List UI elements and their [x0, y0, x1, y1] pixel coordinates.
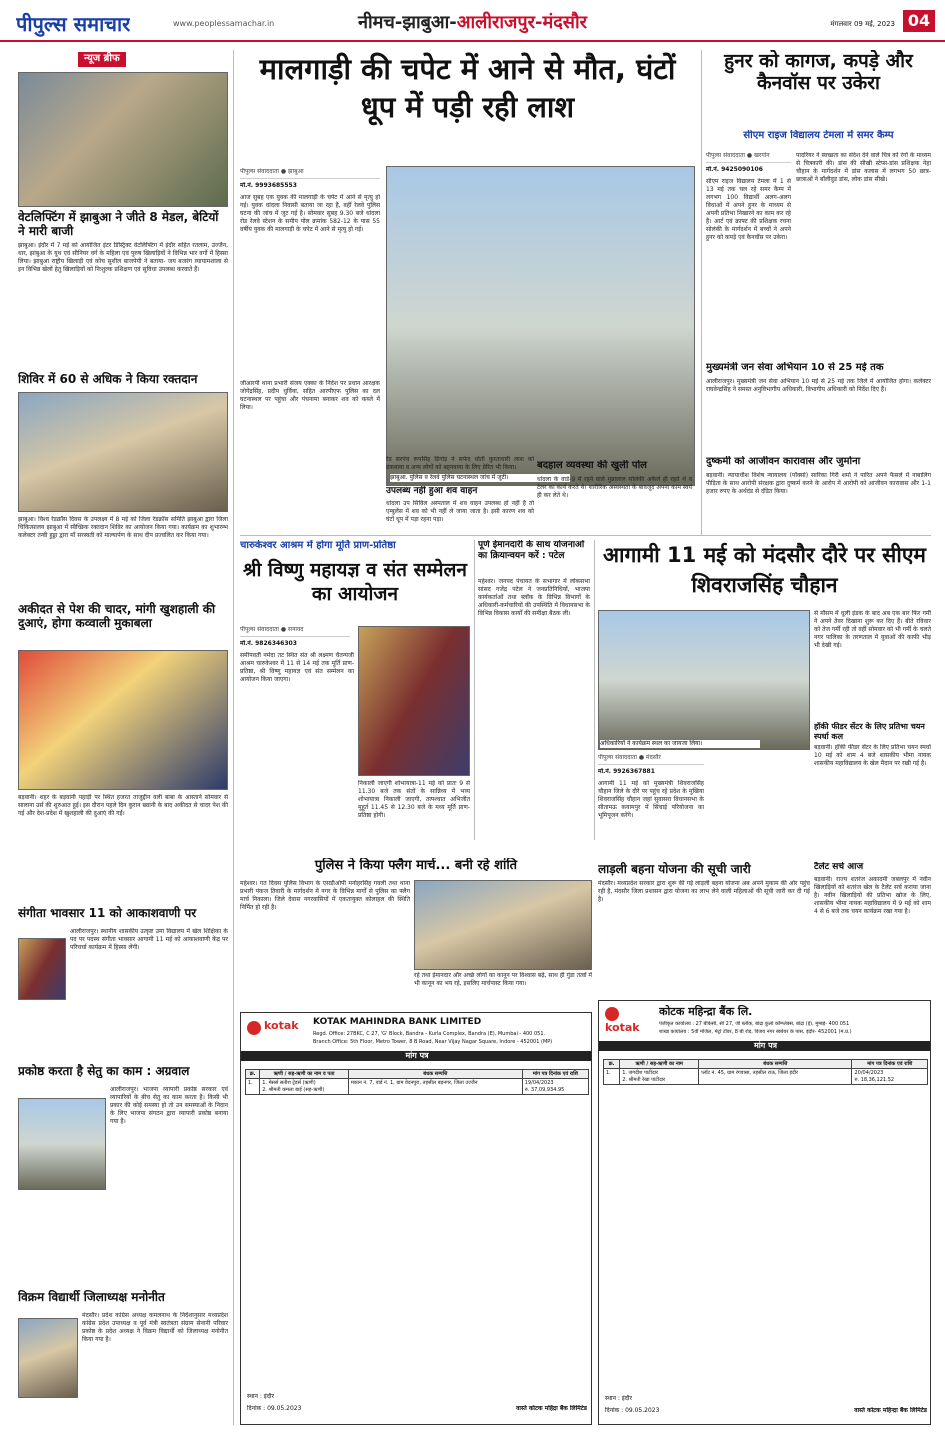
- masthead-logo[interactable]: पीपुल्स समाचार: [16, 12, 131, 36]
- cm-story: [598, 540, 931, 860]
- hunar-body: सीएम राइज विद्यालय टेमला में 1 से 13 मई तक चल रहे समर कैम्प में लगभग 100 विद्यार्थी अलग-अलग विधाओं में अपने हुनर के माध्यम से अपनी प्रतिभा निखारने का काम कर रहे हैं। आर्ट एवं क्राफ्ट की प्रशिक्षक रचना सोलंकी के मार्गदर्शन में बच्चों ने अपने हुनर को कपड़े एवं कैनवॉस पर उकेरा।: [706, 178, 791, 241]
- kotak-hindi-col-sno: क्र.: [604, 1060, 620, 1069]
- kotak-hindi-col-demand: मांग पत्र दिनांक एवं राशि: [852, 1060, 928, 1069]
- hunar-subhead: सीएम राइज विद्यालय टेमला में समर कैम्प: [743, 130, 894, 141]
- mahayagya-story: [240, 540, 470, 840]
- police-photo: [414, 880, 592, 970]
- vikram-headline: विक्रम विद्यार्थी जिलाध्यक्ष मनोनीत: [18, 1290, 165, 1304]
- kotak-hindi-regd: पंजीकृत कार्यालय : 27 बीकेसी, सी 27, जी ब्लॉक, बांद्रा कुर्ला कॉम्प्लेक्स, बांद्रा (ई), मुम्बई- 400 051: [659, 1021, 850, 1027]
- kotak-col-demand: मांग पत्र दिनांक एवं राशि: [522, 1070, 588, 1079]
- kotak-hindi-row-property: प्लॉट नं. 45, ग्राम रंगवासा, तहसील राऊ, जिला इंदौर: [699, 1069, 852, 1085]
- kotak-col-sno: क्र.: [246, 1070, 260, 1079]
- column-rule-2: [701, 50, 702, 535]
- kotak-hindi-row-demand: 20/04/2023 रु. 18,36,121.52: [852, 1069, 928, 1085]
- column-rule-4: [594, 540, 595, 840]
- lead-byline: पीपुल्स संवाददाता ● झाबुआ: [240, 168, 380, 179]
- vikram-photo: [18, 1318, 78, 1398]
- kotak-col-property: बंधक सम्पत्ति: [348, 1070, 522, 1079]
- cm-byline: पीपुल्स संवाददाता ● मंदसौर: [598, 754, 704, 765]
- talent-headline: टैलेंट सर्च आज: [814, 862, 864, 872]
- blood-donation-headline: शिविर में 60 से अधिक ने किया रक्तदान: [18, 372, 198, 386]
- sangeeta-photo: [18, 938, 66, 1000]
- kotak-hindi-col-borrower: ऋणी / सह-ऋणी का नाम: [620, 1060, 699, 1069]
- edition-title: [0, 0, 945, 35]
- sangeeta-body: आलीराजपुर। स्थानीय शासकीय उत्कृष्ट उमा विद्यालय में खेल शिक्षिका के पद पर पदस्थ संगीता भावसार आगामी 11 मई को आकाशवाणी केंद्र पर परिचर्चा कार्यक्रम में हिस्सा लेंगी।: [70, 928, 228, 951]
- kotak-place: स्थान : इंदौर: [247, 1393, 274, 1400]
- kotak-hindi-title: कोटक महिन्द्रा बैंक लि.: [659, 1005, 753, 1018]
- cm-caption: अधिकारियों ने कार्यक्रम स्थल का जायजा लिया।: [600, 740, 760, 748]
- kotak-logo-mark-icon: [605, 1007, 619, 1021]
- kotak-branch-office: Branch Office: 5th Floor, Metro Tower, 8 B Road, Near Vijay Nagar Square, Indore - 452001 (MP): [313, 1039, 553, 1045]
- dushkarm-body: बड़वानी। न्यायाधीश विशेष न्यायालय (पॉक्सो) सारिका गिरी शर्मा ने पारित अपने फैसले में नाबालिग पीड़िता के साथ आरोपी संरक्षक द्वारा दुष्कर्म करने के आरोप में आरोपी को आजीवन कारावास और 1-1 हजार रुपए के अर्थदंड से दंडित किया।: [706, 472, 931, 495]
- column-rule-1: [233, 50, 234, 1425]
- cm-body-b: से मौसम में धूली इंडक के बाद अब एक बार फिर गर्मी ने अपने तेवर दिखाना शुरू कर दिए हैं। बीते रविवार को तेज गर्मी रही तो वहीं सोमवार को भी गर्मी के चलते नगर पालिका के तरणताल में युवाओं की काफी भीड़ भी देखी गई।: [814, 610, 931, 649]
- prakoshth-headline: प्रकोष्ठ करता है सेतु का काम : अग्रवाल: [18, 1064, 190, 1078]
- mahayagya-photo: [358, 626, 470, 776]
- lead-body-4: धांदला उप सिविल अस्पताल में शव वाहन उपलब्ध हो नहीं है तो एम्बुलेंस में शव को भी नहीं ले जाया जाता है। इसी कारण शव को घंटों धूप में पड़ा रहना पड़ा।: [386, 500, 534, 523]
- cm-mobile: मो.नं. 9926367881: [598, 768, 655, 775]
- hockey-headline: हॉकी फीडर सेंटर के लिए प्रतिभा चयन स्पर्धा कल: [814, 722, 925, 741]
- mahayagya-body-2: निकाली जाएगी शोभायात्रा-11 मई को प्रातः 9 से 11.30 बजे तक संतों के सान्निध्य में भव्य शोभायात्रा निकाली जाएगी, तत्पश्चात अभिजीत मुहूर्त 11.45 से 12.30 बजे के मध्य मूर्ति प्राण-प्रतिष्ठा होगी।: [358, 780, 470, 819]
- column-rule-3: [474, 540, 475, 840]
- edition-title-a: नीमच-झाबुआ-: [358, 12, 457, 33]
- kotak-hindi-place: स्थान : इंदौर: [605, 1395, 632, 1402]
- kotak-logo-1: [247, 1019, 307, 1035]
- patel-headline: पूर्ण ईमानदारी के साथ योजनाओं का क्रियान्वयन करें : पटेल: [478, 540, 585, 561]
- chadar-photo: [18, 650, 228, 790]
- kotak-row-demand: 19/04/2023 रु. 37,09,934.95: [522, 1079, 588, 1095]
- talent-body: बड़वानी। राज्य शतरंज अकादमी जबलपुर में नवीन खिलाड़ियों को शतरंज खेल के टैलेंट सर्च कराया जाना है। नवीन खिलाड़ियों की प्रतिभा खोज के लिए, शासकीय भीमा नायक महाविद्यालय में 9 मई को शाम 4 से 6 बजे तक चयन कार्यक्रम रखा गया है।: [814, 876, 931, 915]
- mahayagya-mobile: मो.नं. 9826346303: [240, 640, 297, 647]
- police-body: महेश्वर। गत दिवस पुलिस विभाग के एसडीओपी मनोहरसिंह गवली तथा थाना प्रभारी पंकज तिवारी के मार्गदर्शन में नगर के विभिन्न मार्गों से पुलिस का फ्लैग मार्च निकाला। जिले देवास नगरवासियों में एकतायुक्त कोलाहल की स्थिति निर्मित हो रही है।: [240, 880, 410, 911]
- hunar-body-b: पादरियर ने स्वच्छता का संदेश देने वाले चित्र को रंगों के माध्यम से चित्रकारी की। डांस की सीखी स्टेप्स-डांस प्रशिक्षक नेहा चौहान के मार्गदर्शन में डांस कलास में लगभग 50 छात्र-छात्राओं ने बॉलीवुड डांस, लोक डांस सीखे।: [796, 152, 931, 183]
- edition-title-b: आलीराजपुर-मंदसौर: [456, 12, 587, 33]
- chadar-headline: अकीदत से पेश की चादर, मांगी खुशहाली की दुआएं, होगा कव्वाली मुकाबला: [18, 602, 216, 630]
- kotak-date: दिनांक : 09.05.2023: [247, 1405, 302, 1412]
- kotak-hindi-row-borrower: 1. जगदीश पाटीदार 2. श्रीमती रेखा पाटीदार: [620, 1069, 699, 1085]
- weightlifting-photo: [18, 72, 228, 207]
- kotak-demand-table: [245, 1069, 589, 1095]
- kotak-row-property: मकान नं. 7, वार्ड नं. 1, ग्राम वेदनपुरा, तहसील बड़नगर, जिला उज्जैन: [348, 1079, 522, 1095]
- kotak-logo-mark-icon: [247, 1021, 261, 1035]
- hunar-headline: हुनर को कागज, कपड़े और कैनवॉस पर उकेरा: [724, 50, 913, 94]
- mahayagya-body: समीपवर्ती नर्मदा तट स्थित संत श्री लक्ष्मण चैतन्यजी आश्रम चारुकेश्वर में 11 से 14 मई तक मूर्ति प्राण-प्रतिष्ठा, श्री विष्णु महायज्ञ एवं संत सम्मेलन का आयोजन किया जाएगा।: [240, 652, 354, 683]
- chadar-body: बड़वानी। शहर के बड़वानी पहाड़ी पर स्थित हजरत ताजुद्दीन वली बाबा के आस्ताने सोमवार से सालाना उर्स की शुरुआत हुई। इस दौरान पहले दिन कुरान ख्वानी के बाद अकीदत से चादर पेश की गई और देश-प्रदेश में खुशहाली की दुआएं की गईं।: [18, 794, 228, 817]
- ladli-body: मंदसौर। मध्यप्रदेश सरकार द्वारा शुरू की गई लाड़ली बहना योजना अब अपने मुकाम की ओर पहुंच रही है, मंदसौर जिला प्रशासन द्वारा योजना का लाभ लेने वाली महिलाओं की सूची जारी कर दी गई है।: [598, 880, 810, 903]
- kotak-brand: kotak: [605, 1021, 640, 1034]
- patel-body: महेश्वर। जनपद पंचायत के सभागार में लोकसभा सांसद गजेंद्र पटेल ने जनप्रतिनिधियों, भाजपा कार्यकर्ताओं तथा ब्लॉक के विभिन्न विभागों के अधिकारी-कर्मचारियों की उपस्थिति में विधानसभा के विभिन्न विकास कार्यों की समीक्षा बैठक ली।: [478, 578, 590, 617]
- sangeeta-headline: संगीता भावसार 11 को आकाशवाणी पर: [18, 906, 197, 920]
- lead-body-3: रेड सरपंच रूपसिंह डिंगोड़ ने सफेद धोती कुरताधारी लाश को ढंकवाया व अन्य लोगों को बहनवाया के लिए प्रेरित भी किया।: [386, 456, 534, 471]
- cm-body: आगामी 11 मई को मुख्यमंत्री शिवराजसिंह चौहान जिले के दौरे पर पहुंच रहे प्रदेश के मुखिया शिवराजसिंह चौहान जहां सुवासरा विधानसभा के सीतामऊ कयामपुर में सिंचाई परियोजना का भूमिपूजन करेंगे।: [598, 780, 704, 819]
- mahayagya-byline: पीपुल्स संवाददाता ● सनावद: [240, 626, 350, 637]
- kotak-ad-english: [240, 1012, 592, 1425]
- dushkarm-headline: दुष्कर्मी को आजीवन कारावास और जुर्माना: [706, 456, 861, 467]
- section-rule: [240, 535, 931, 536]
- lead-headline: मालगाड़ी की चपेट में आने से मौत, घंटों धूप में पड़ी रही लाश: [259, 52, 676, 124]
- kotak-hindi-table-header: [604, 1060, 928, 1069]
- lead-body-2: जीआरपी थाना प्रभारी संजय एक्का के निर्देश पर प्रधान आरक्षक जोगेंद्रसिंह, प्रदीप धुर्विया, सहित आरपीएफ पुलिस का दल घटनास्थल पर पहुंचा और पंचनामा बनाकर शव को कब्जे में लिया।: [240, 380, 380, 411]
- kotak-hindi-date: दिनांक : 09.05.2023: [605, 1407, 660, 1414]
- kotak-hindi-branch: शाखा कार्यालय : 5वीं मंजिल, मेट्रो टॉवर, 8 बी रोड, विजय नगर स्क्वेयर के पास, इंदौर- 452001 (म.प्र.): [659, 1029, 852, 1035]
- lead-body-5: धांदला के वार्ड-9 में रहने वाले मुन्नालाल सोलंकी अकेले ही रहते थे व टेलर का कार्य करते थे। शारीरिक अस्वस्थता के बावजूद अपना काम स्वयं ही कर लेते थे।: [537, 476, 692, 499]
- police-headline: पुलिस ने किया फ्लैग मार्च... बनी रहे शांति: [314, 858, 518, 873]
- lead-photo: [386, 166, 695, 486]
- jansewa-headline: मुख्यमंत्री जन सेवा अभियान 10 से 25 मई तक: [706, 362, 884, 373]
- prakoshth-body: आलीराजपुर। भाजपा व्यापारी प्रकोष्ठ सरकार एवं व्यापारियों के बीच सेतु का काम करता है। किसी भी प्रकार की कोई समस्या हो तो उन समस्याओं के निदान के लिए भाजपा संगठन द्वारा व्यापारी प्रकोष्ठ बनाया गया है।: [110, 1086, 228, 1125]
- lead-body-1: आज सुबह एक युवक की मालगाड़ी के चपेट में आने से मृत्यु हो गई। युवक धांदला निवासी बताया जा रहा है, वहीं रेलवे पुलिस घटना की जांच में जुट गई है। सोमवार सुबह 9.30 बजे धांदला रोड रेलवे स्टेशन के समीप पोल क्रमांक 582-12 के पास 55 वर्षीय युवक की मालगाड़ी के चपेट में आने से मृत्यु हो गई।: [240, 194, 380, 233]
- kotak-signature: वास्ते कोटक महिंद्रा बैंक लिमिटेड: [516, 1405, 587, 1412]
- cm-photo: [598, 610, 810, 750]
- hunar-byline: पीपुल्स संवाददाता ● खरगोन: [706, 152, 791, 163]
- weightlifting-body: झाबुआ। इंदौर में 7 मई को आयोजित इंटर डिस्ट्रिक्ट वेटलिफ्टिंग में इंदौर सहित रतलाम, उज्जैन, धार, झाबुआ के यूथ एवं सीनियर वर्ग के महिला एवं पुरुष खिलाड़ियों ने विभिन्न भार वर्गो में हिस्सा लिया। झाबुआ राष्ट्रीय खिलाड़ी एवं कोच सुशील बाजपेयी ने बताया- जय बजरंग व्यायामशाला से इन विभिन्न खेलों हेतु खिलाड़ियों को निःशुल्क प्रशिक्षण एवं सुविधा उपलब्ध करवाते हैं।: [18, 242, 228, 273]
- lead-subhead-1: उपलब्ध नहीं हुआ शव वाहन: [386, 486, 478, 496]
- cm-headline: आगामी 11 मई को मंदसौर दौरे पर सीएम शिवराजसिंह चौहान: [603, 543, 926, 597]
- page-number: 04: [903, 10, 935, 32]
- prakoshth-photo: [18, 1098, 106, 1190]
- kotak-ad-title: KOTAK MAHINDRA BANK LIMITED: [313, 1017, 482, 1027]
- masthead-date: मंगलवार 09 मई, 2023: [830, 20, 895, 28]
- lead-caption: झाबुआ. पुलिस व रेलवे पुलिस घटनास्थल जांच में जुटी।: [390, 474, 570, 482]
- news-brief-label: न्यूज ब्रीफ: [78, 52, 126, 67]
- hockey-body: बड़वानी। हॉकी फीडर सेंटर के लिए प्रतिभा चयन स्पर्धा 10 मई को शाम 4 बजे शासकीय भीमा नायक शासकीय महाविद्यालय के खेल मैदान पर रखी गई है।: [814, 744, 931, 767]
- vikram-body: मंदसौर। प्रदेश कांग्रेस अध्यक्ष कमलनाथ के निर्देशानुसार मध्यप्रदेश कांग्रेस प्रदेश उपाध्यक्ष व पूर्व मंत्री स्वतंत्रता संग्राम सेनानी परिवार प्रकोष्ठ के प्रदेश अध्यक्ष ने विक्रम विद्यार्थी को जिलाध्यक्ष मनोनीत किया गया है।: [82, 1312, 228, 1343]
- talent-story: [814, 862, 931, 982]
- kotak-hindi-notice: मांग पत्र: [599, 1041, 931, 1051]
- jansewa-body: आलीराजपुर। मुख्यमंत्री जन सेवा अभियान 10 मई से 25 मई तक जिले में आयोजित होगा। कलेक्टर राघवेन्द्रसिंह ने समस्त अनुविभागीय अधिकारी, विभागीय अधिकारी को निर्देश दिए हैं।: [706, 378, 931, 393]
- blood-donation-body: झाबुआ। विश्व रेडक्रॉस दिवस के उपलक्ष्य में 8 मई को जिला रेडक्रॉस समिति झाबुआ द्वारा जिला चिकित्सालय झाबुआ में स्वैच्छिक रक्तदान शिविर का आयोजन किया गया। कार्यक्रम का शुभारम्भ कलेक्टर तन्वी हुड्डा द्वारा माँ सरस्वती को माल्यार्पण के साथ दीप प्रज्वलित कर किया गया।: [18, 516, 228, 539]
- blood-donation-photo: [18, 392, 228, 512]
- kotak-table-header: [246, 1070, 589, 1079]
- weightlifting-headline: वेटलिफ्टिंग में झाबुआ ने जीते 8 मेडल, बेटियों ने मारी बाजी: [18, 210, 219, 238]
- police-story: [240, 858, 592, 1003]
- table-row: [246, 1079, 589, 1095]
- right-top-story: [706, 50, 931, 535]
- mahayagya-headline: श्री विष्णु महायज्ञ व संत सम्मेलन का आयोजन: [243, 559, 467, 605]
- kotak-hindi-signature: वास्ते कोटक महिन्द्रा बैंक लिमिटेड: [854, 1407, 927, 1414]
- kotak-regd-office: Regd. Office: 27BKC, C 27, 'G' Block, Bandra - Kurla Complex, Bandra (E), Mumbai - 400 051.: [313, 1031, 546, 1037]
- kotak-logo-2: [605, 1007, 655, 1035]
- kotak-notice-label: मांग पत्र: [241, 1051, 592, 1061]
- table-row: [604, 1069, 928, 1085]
- patel-story: [478, 540, 590, 840]
- kotak-row-sno: 1.: [246, 1079, 260, 1095]
- kotak-hindi-row-sno: 1.: [604, 1069, 620, 1085]
- left-column: [18, 50, 228, 1425]
- kotak-hindi-col-property: बंधक सम्पत्ति: [699, 1060, 852, 1069]
- lead-story: [240, 50, 695, 520]
- ladli-story: [598, 862, 810, 972]
- kotak-brand: kotak: [264, 1019, 299, 1032]
- masthead-site[interactable]: www.peoplessamachar.in: [173, 19, 275, 28]
- mahayagya-kicker: चारुकेश्वर आश्रम में होगा मूर्ति प्राण-प्रतिष्ठा: [240, 540, 396, 551]
- masthead: [0, 0, 945, 42]
- lead-mobile: मो.नं. 9993685553: [240, 182, 297, 189]
- lead-subhead-2: बदहाल व्यवस्था की खुली पोल: [537, 460, 647, 471]
- kotak-row-borrower: 1. मेसर्स सतीश ट्रेडर्स (ऋणी) 2. श्रीमती कमला बाई (सह-ऋणी): [260, 1079, 349, 1095]
- hunar-mobile: मो.नं. 9425090106: [706, 166, 763, 173]
- ladli-headline: लाड़ली बहना योजना की सूची जारी: [598, 862, 751, 876]
- kotak-ad-hindi: [598, 1000, 931, 1425]
- kotak-hindi-table: [603, 1059, 928, 1085]
- kotak-col-borrower: ऋणी / सह-ऋणी का नाम व पता: [260, 1070, 349, 1079]
- police-caption: रहे तथा ईमानदार और अच्छे लोगों का कानून पर विश्वास बढ़े, साथ ही गुंडा तत्वों में भी कानून का भय रहे, इसलिए मार्चपास्ट किया गया।: [414, 972, 592, 987]
